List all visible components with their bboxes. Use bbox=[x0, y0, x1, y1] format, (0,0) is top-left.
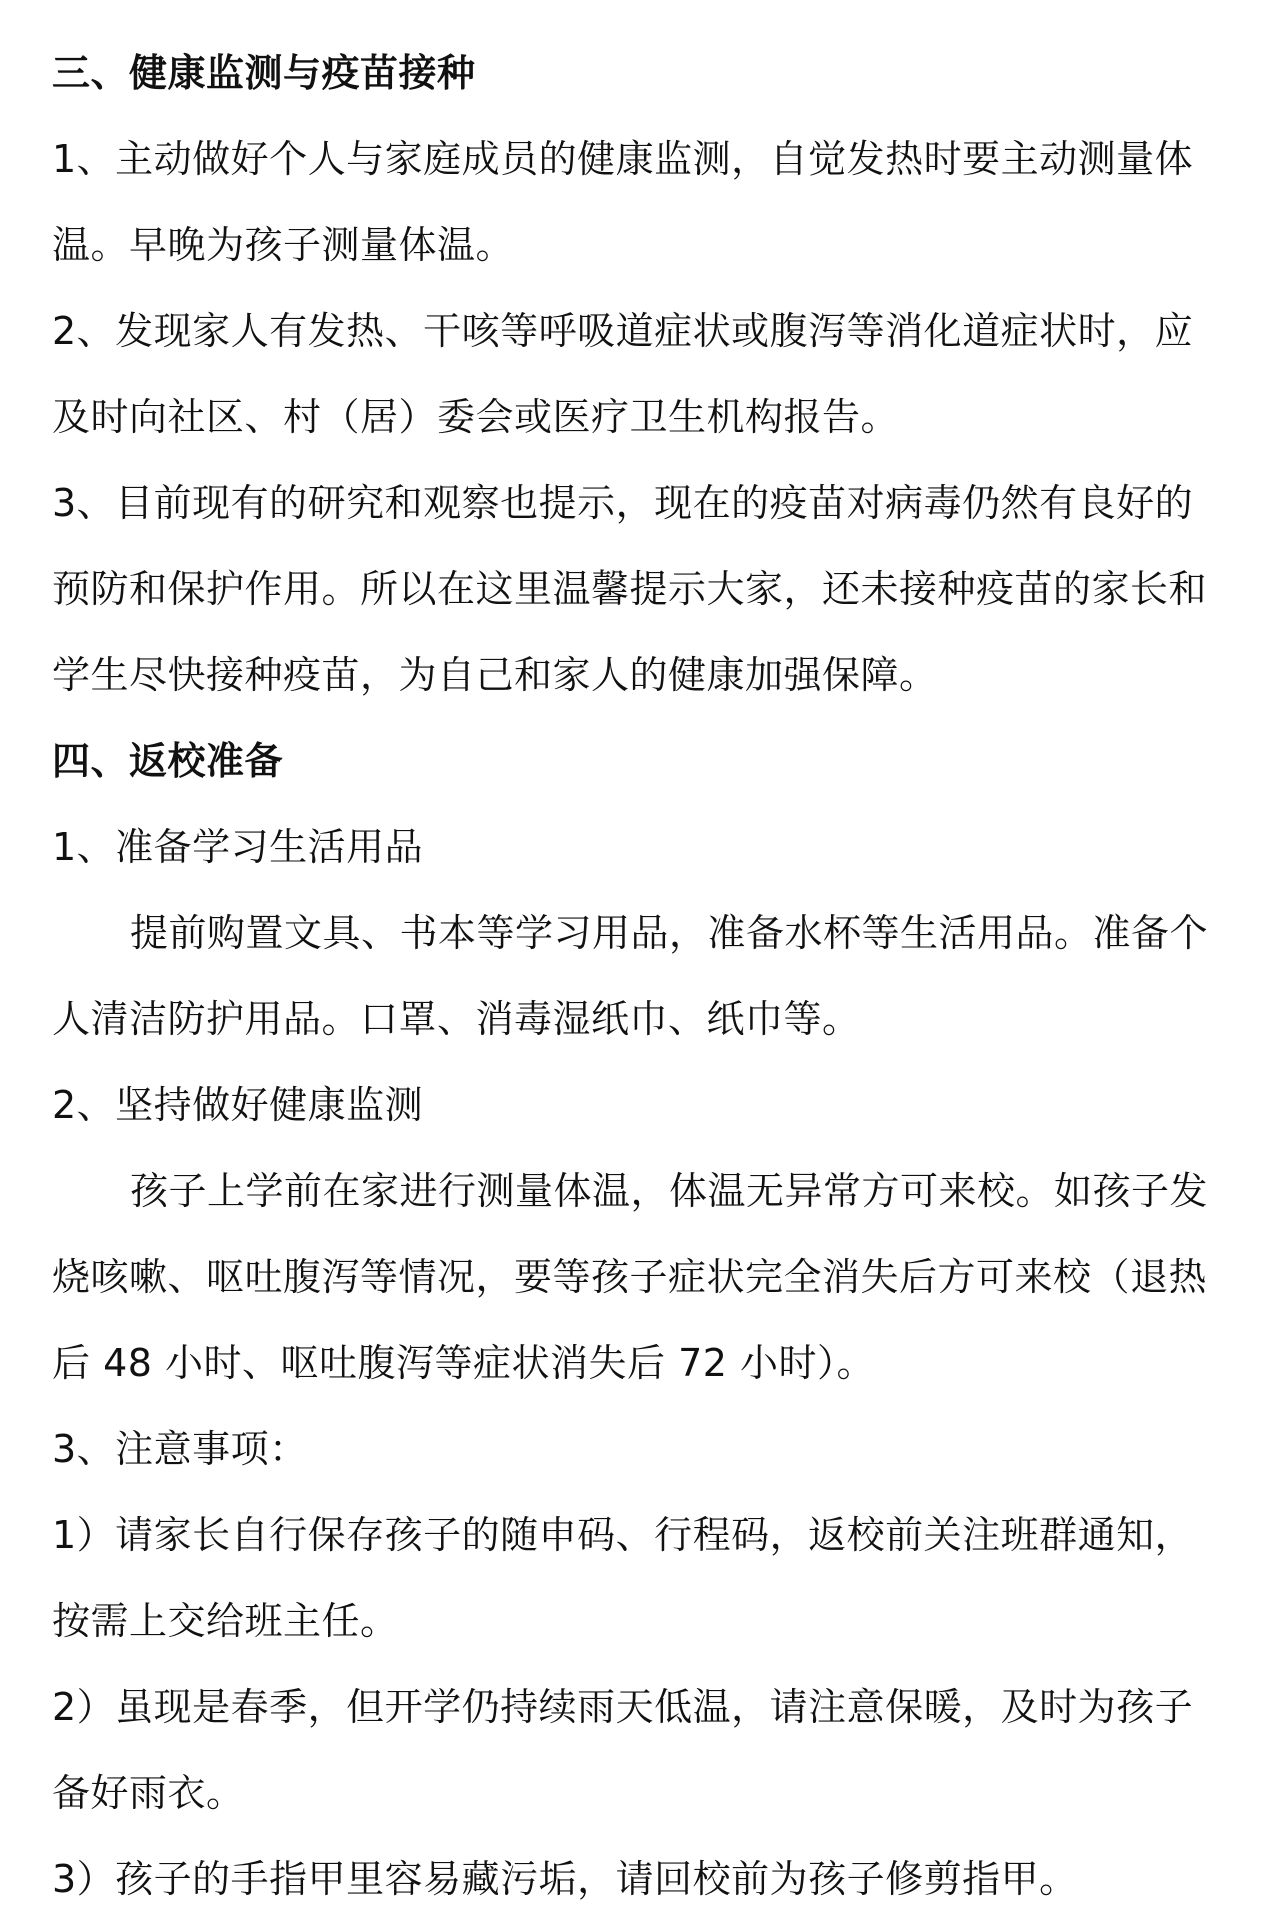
section-4-item-2-line-1: 孩子上学前在家进行测量体温，体温无异常方可来校。如孩子发 bbox=[130, 1169, 1209, 1213]
section-4-item-3-title: 3、注意事项： bbox=[52, 1427, 308, 1471]
section-3-item-1-line-1: 1、主动做好个人与家庭成员的健康监测，自觉发热时要主动测量体 bbox=[52, 137, 1194, 181]
section-4-item-1-line-2: 人清洁防护用品。口罩、消毒湿纸巾、纸巾等。 bbox=[52, 997, 861, 1041]
section-3-heading: 三、健康监测与疫苗接种 bbox=[52, 51, 476, 95]
section-4-item-1-line-1: 提前购置文具、书本等学习用品，准备水杯等生活用品。准备个 bbox=[130, 911, 1209, 955]
section-4-item-1-title: 1、准备学习生活用品 bbox=[52, 825, 424, 869]
note-3-line-1: 3）孩子的手指甲里容易藏污垢，请回校前为孩子修剪指甲。 bbox=[52, 1857, 1078, 1901]
note-2-line-2: 备好雨衣。 bbox=[52, 1771, 245, 1815]
section-3-item-2-line-2: 及时向社区、村（居）委会或医疗卫生机构报告。 bbox=[52, 395, 900, 439]
section-4-item-2-title: 2、坚持做好健康监测 bbox=[52, 1083, 424, 1127]
section-4-item-2-line-3: 后 48 小时、呕吐腹泻等症状消失后 72 小时）。 bbox=[52, 1341, 876, 1385]
note-2-line-1: 2）虽现是春季，但开学仍持续雨天低温，请注意保暖，及时为孩子 bbox=[52, 1685, 1194, 1729]
section-3-item-1-line-2: 温。早晚为孩子测量体温。 bbox=[52, 223, 515, 267]
note-1-line-2: 按需上交给班主任。 bbox=[52, 1599, 399, 1643]
section-4-heading: 四、返校准备 bbox=[52, 739, 284, 783]
section-4-item-2-line-2: 烧咳嗽、呕吐腹泻等情况，要等孩子症状完全消失后方可来校（退热 bbox=[52, 1255, 1208, 1299]
section-3-item-2-line-1: 2、发现家人有发热、干咳等呼吸道症状或腹泻等消化道症状时，应 bbox=[52, 309, 1194, 353]
section-3-item-3-line-2: 预防和保护作用。所以在这里温馨提示大家，还未接种疫苗的家长和 bbox=[52, 567, 1208, 611]
section-3-item-3-line-1: 3、目前现有的研究和观察也提示，现在的疫苗对病毒仍然有良好的 bbox=[52, 481, 1194, 525]
section-3-item-3-line-3: 学生尽快接种疫苗，为自己和家人的健康加强保障。 bbox=[52, 653, 938, 697]
note-1-line-1: 1）请家长自行保存孩子的随申码、行程码，返校前关注班群通知， bbox=[52, 1513, 1194, 1557]
